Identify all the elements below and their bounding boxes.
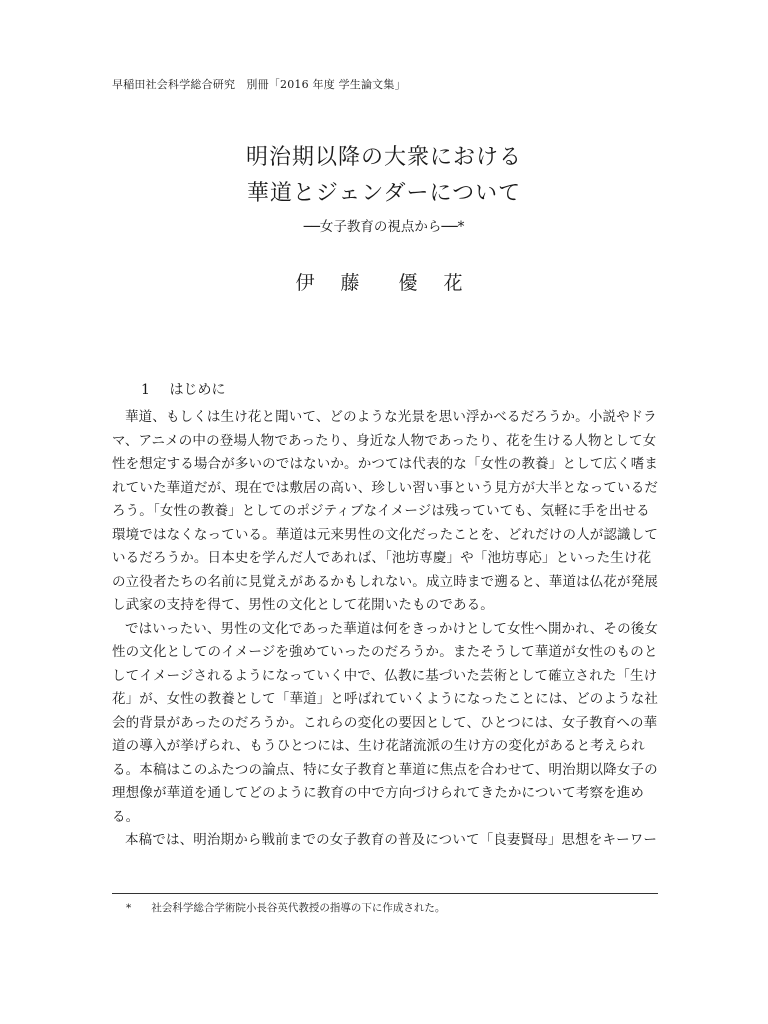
footnote-text: 社会科学総合学術院小長谷英代教授の指導の下に作成された。 (151, 902, 446, 914)
body-line: してイメージされるようになっていく中で、仏教に基づいた芸術として確立された「生け (112, 667, 658, 684)
body-line: 会的背景があったのだろうか。これらの変化の要因として、ひとつには、女子教育への華 (112, 714, 658, 731)
title-line-2: 華道とジェンダーについて (246, 181, 522, 206)
footnote-mark: * (126, 902, 132, 914)
running-header: 早稲田社会科学総合研究 別冊「2016 年度 学生論文集」 (112, 78, 406, 91)
body-line: 性の文化としてのイメージを強めていったのだろうか。またそうして華道が女性のものと (112, 644, 658, 660)
footnote (126, 900, 445, 915)
body-line: れていた華道だが、現在では敷居の高い、珍しい習い事という見方が大半となっているだ (112, 479, 658, 496)
subtitle: ──女子教育の視点から──* (303, 219, 465, 235)
body-line: の立役者たちの名前に見覚えがあるかもしれない。成立時まで遡ると、華道は仏花が発展 (112, 573, 658, 590)
title-line-1: 明治期以降の大衆における (245, 145, 522, 170)
section-heading (141, 379, 225, 399)
body-line: マ、アニメの中の登場人物であったり、身近な人物であったり、花を生ける人物として女 (112, 432, 657, 449)
body-line: 理想像が華道を通してどのように教育の中で方向づけられてきたかについて考察を進め (112, 785, 645, 801)
body-line: 性を想定する場合が多いのではないか。かつては代表的な「女性の教養」として広く嗜ま (112, 456, 658, 472)
body-line: る。本稿はこのふたつの論点、特に女子教育と華道に焦点を合わせて、明治期以降女子の (112, 761, 658, 778)
body-line: 華道、もしくは生け花と聞いて、どのような光景を思い浮かべるだろうか。小説やドラ (125, 409, 657, 425)
body-line: ではいったい、男性の文化であった華道は何をきっかけとして女性へ開かれ、その後女 (125, 620, 659, 637)
body-line: る。 (112, 808, 140, 825)
body-line: 道の導入が挙げられ、もうひとつには、生け花諸流派の生け方の変化があると考えられ (112, 738, 645, 754)
body-line: ろう。「女性の教養」としてのポジティブなイメージは残っていても、気軽に手を出せる (112, 503, 650, 519)
body-text (112, 406, 660, 853)
body-line: いるだろうか。日本史を学んだ人であれば、「池坊専慶」や「池坊専応」といった生け花 (112, 550, 652, 566)
section-title: はじめに (169, 382, 226, 398)
section-number: 1 (141, 382, 150, 398)
body-line: 花」が、女性の教養として「華道」と呼ばれていくようになったことには、どのような社 (112, 691, 658, 707)
author-name: 伊 藤 優 花 (295, 272, 473, 294)
body-line: 環境ではなくなっている。華道は元来男性の文化だったことを、どれだけの人が認識して (112, 526, 658, 543)
footnote-divider (112, 893, 658, 894)
body-line: し武家の支持を得て、男性の文化として花開いたものである。 (112, 597, 494, 613)
body-line: 本稿では、明治期から戦前までの女子教育の普及について「良妻賢母」思想をキーワー (125, 832, 658, 848)
